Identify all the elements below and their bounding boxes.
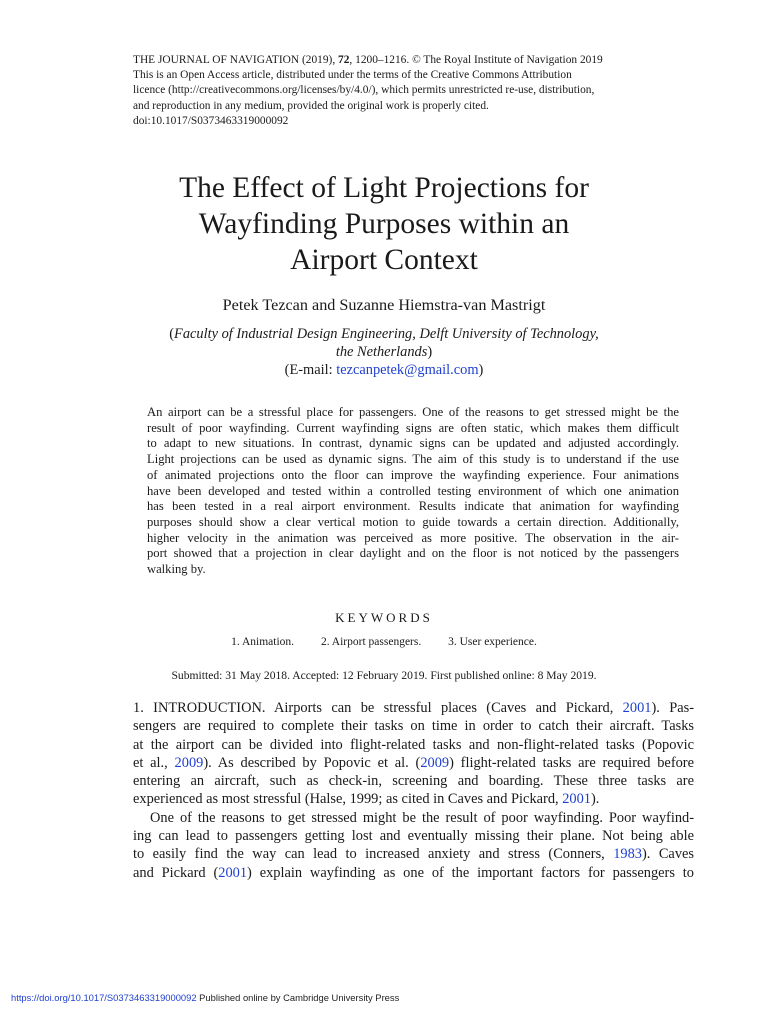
- header-line-2: This is an Open Access article, distributed under the terms of the Creative Commons Attribution: [133, 69, 572, 82]
- keyword-item: 1. Animation.: [231, 636, 295, 648]
- header-line-1: THE JOURNAL OF NAVIGATION (2019), 72, 1200–1216. © The Royal Institute of Navigation 2019: [133, 54, 603, 66]
- abstract-line: has been tested in a real airport environment. Results indicate that animation for wayfinding: [147, 499, 679, 514]
- email-line: (E-mail: tezcanpetek@gmail.com): [284, 362, 484, 378]
- abstract-line: result of poor wayfinding. Current wayfinding signs are often static, which makes them difficult: [147, 420, 679, 435]
- keywords-heading: KEYWORDS: [335, 610, 433, 625]
- body-line: sengers are required to complete their tasks on time in order to catch their aircraft. Tasks: [133, 718, 694, 735]
- paragraph-2: [133, 809, 694, 882]
- abstract-line: purposes should show a clear vertical motion to guide towards a certain direction. Additionally,: [147, 514, 679, 529]
- header-line-4: and reproduction in any medium, provided the original work is properly cited.: [133, 99, 489, 112]
- abstract-line: Light projections can be used as dynamic signs. The aim of this study is to understand if the use: [147, 452, 679, 467]
- submission-dates: Submitted: 31 May 2018. Accepted: 12 February 2019. First published online: 8 May 2019.: [171, 669, 597, 682]
- abstract-line: port showed that a projection in clear daylight and on the floor is not noticed by the passengers: [147, 546, 679, 561]
- citation-link[interactable]: 2001: [622, 700, 652, 716]
- email-link[interactable]: tezcanpetek@gmail.com: [336, 362, 479, 378]
- abstract-line: higher velocity in the animation was perceived as more positive. The observation in the air-: [147, 530, 679, 545]
- authors: Petek Tezcan and Suzanne Hiemstra-van Mastrigt: [222, 296, 546, 314]
- body-line: to easily find the way can lead to increased anxiety and stress (Conners, 1983). Caves: [133, 846, 695, 863]
- affiliation: (Faculty of Industrial Design Engineering, Delft University of Technology, the Netherlands) (E-mail: tezcanpetek@gmail.com): [84, 325, 684, 379]
- abstract-line: of animated projections onto the floor can improve the wayfinding experience. Four animations: [147, 467, 679, 482]
- volume-number: 72: [338, 54, 350, 66]
- citation-link[interactable]: 2009: [420, 754, 450, 771]
- body-line: et al., 2009). As described by Popovic et al. (2009) flight-related tasks are required before: [133, 754, 694, 771]
- paper-title: The Effect of Light Projections for Wayfinding Purposes within an Airport Context: [179, 172, 589, 276]
- citation-link[interactable]: 2001: [562, 791, 591, 808]
- citation-link[interactable]: 1983: [613, 846, 642, 863]
- body-line: One of the reasons to get stressed might be the result of poor wayfinding. Poor wayfind-: [150, 809, 694, 826]
- body-line: and Pickard (2001) explain wayfinding as one of the important factors for passengers to: [133, 864, 694, 881]
- doi-link[interactable]: https://doi.org/10.1017/S0373463319000092: [11, 992, 197, 1003]
- page-footer: https://doi.org/10.1017/S0373463319000092 Published online by Cambridge University Press: [11, 992, 400, 1003]
- keywords-list: [84, 636, 684, 648]
- journal-header: [133, 53, 673, 129]
- body-line: ing can lead to passengers getting lost and eventually missing their plane. Not being able: [133, 828, 694, 845]
- abstract: [147, 405, 679, 578]
- abstract-line: An airport can be a stressful place for passengers. One of the reasons to get stressed might be the: [147, 405, 679, 419]
- abstract-line: to adapt to new situations. In contrast, dynamic signs can be updated and adjusted accordingly.: [147, 436, 679, 451]
- keyword-item: 2. Airport passengers.: [320, 636, 422, 648]
- body-line: entering an aircraft, such as check-in, screening and boarding. These three tasks are: [133, 773, 694, 790]
- citation-link[interactable]: 2001: [218, 864, 248, 881]
- paragraph-1: [133, 699, 694, 809]
- body-line: 1. INTRODUCTION. Airports can be stressful places (Caves and Pickard, 2001). Pas-: [133, 700, 694, 716]
- body-line: at the airport can be divided into flight-related tasks and non-flight-related tasks (Popovic: [133, 736, 694, 753]
- abstract-line: walking by.: [147, 562, 206, 577]
- citation-link[interactable]: 2009: [174, 754, 204, 771]
- body-text: [133, 699, 694, 882]
- keyword-item: 3. User experience.: [448, 636, 537, 648]
- abstract-line: have been developed and tested within a controlled testing environment of which one animation: [147, 483, 679, 498]
- body-line: experienced as most stressful (Halse, 1999; as cited in Caves and Pickard, 2001).: [133, 791, 600, 808]
- header-line-3: licence (http://creativecommons.org/licenses/by/4.0/), which permits unrestricted re-use, distribution,: [133, 84, 595, 97]
- header-doi: doi:10.1017/S0373463319000092: [133, 114, 289, 127]
